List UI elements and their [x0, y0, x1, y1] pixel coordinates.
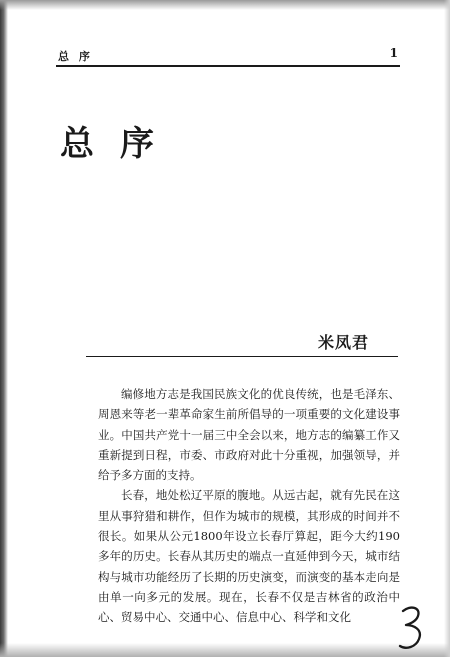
handwritten-page-mark	[396, 604, 426, 652]
page-number: 1	[389, 46, 398, 60]
author-name: 米凤君	[318, 333, 370, 352]
header-rule	[56, 65, 400, 67]
scan-shadow-bottom	[0, 643, 450, 657]
running-head	[58, 48, 398, 64]
scan-shadow-left	[0, 0, 8, 657]
scan-shadow-right	[444, 0, 450, 657]
body-text	[98, 384, 400, 628]
chapter-title: 总序	[60, 124, 180, 164]
scan-shadow-top	[0, 0, 450, 10]
running-head-title: 总 序	[58, 50, 93, 63]
author-rule	[86, 356, 398, 357]
paragraph: 编修地方志是我国民族文化的优良传统，也是毛泽东、周恩来等老一辈革命家生前所倡导的一项重要的文化建设事业。中国共产党十一届三中全会以来，地方志的编纂工作又重新提到日程，市委、市政府对此十分重视，加强领导，并给予多方面的支持。	[98, 387, 400, 483]
paragraph: 长春，地处松辽平原的腹地。从远古起，就有先民在这里从事狩猎和耕作，但作为城市的规模，其形成的时间并不很长。如果从公元1800年设立长春厅算起，距今大约190多年的历史。长春从其历史的端点一直延伸到今天，城市结构与城市功能经历了长期的历史演变，而演变的基本走向是由单一向多元的发展。现在，长春不仅是吉林省的政治中心、贸易中心、交通中心、信息中心、科学和文化	[98, 488, 400, 625]
